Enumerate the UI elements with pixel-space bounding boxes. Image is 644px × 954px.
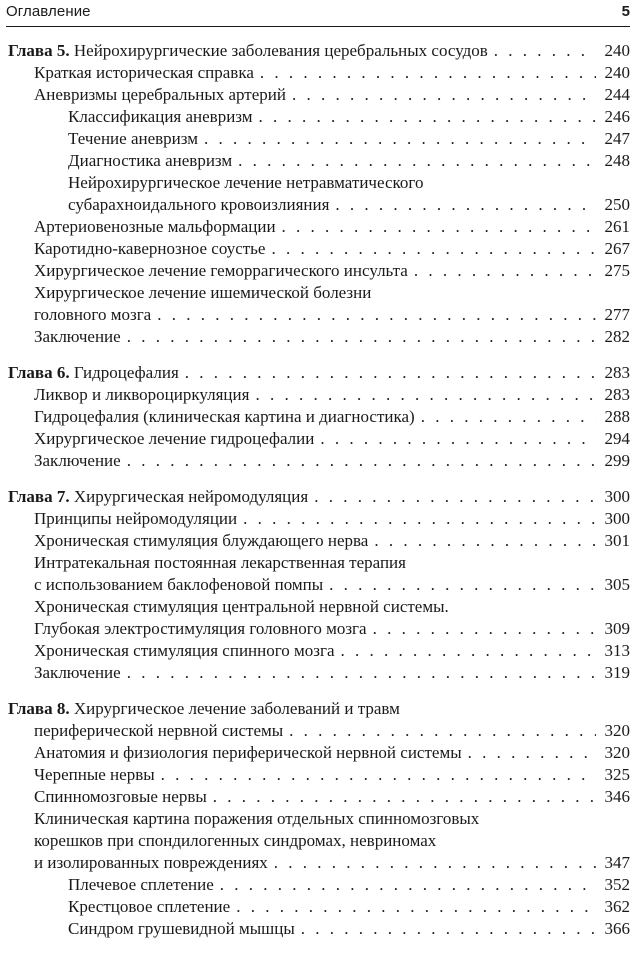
entry-text: Каротидно-кавернозное соустье: [34, 239, 266, 258]
chapter-6: [0, 362, 644, 472]
chapter-5: [0, 40, 644, 348]
entry-text: субарахноидального кровоизлияния: [68, 195, 330, 214]
toc-entry-wrapped: [0, 282, 644, 304]
toc-entry: [0, 260, 644, 282]
entry-page: 246: [604, 107, 630, 126]
toc-entry: [0, 326, 644, 348]
dot-leader: [341, 640, 596, 662]
toc-subentry: [0, 150, 644, 172]
entry-page: 250: [604, 195, 630, 214]
dot-leader: [374, 530, 596, 552]
toc-chapter-heading: [0, 362, 644, 384]
toc-entry-wrapped: [0, 596, 644, 618]
entry-page: 294: [604, 429, 630, 448]
dot-leader: [320, 428, 596, 450]
toc-chapter-heading: [0, 486, 644, 508]
entry-text: Хроническая стимуляция блуждающего нерва: [34, 531, 369, 550]
toc-entry-wrapped: [0, 808, 644, 830]
entry-page: 247: [604, 129, 630, 148]
entry-text: Клиническая картина поражения отдельных спинномозговых: [34, 809, 480, 828]
toc-entry: [0, 530, 644, 552]
entry-page: 300: [604, 487, 630, 506]
toc-entry-continuation: [0, 574, 644, 596]
entry-text: Хирургическое лечение гидроцефалии: [34, 429, 315, 448]
table-of-contents: [0, 40, 644, 954]
dot-leader: [157, 304, 596, 326]
dot-leader: [236, 896, 596, 918]
toc-entry: [0, 238, 644, 260]
entry-page: 346: [604, 787, 630, 806]
toc-entry: [0, 786, 644, 808]
header-title: Оглавление: [6, 3, 91, 20]
page-number: 5: [621, 3, 630, 20]
dot-leader: [494, 40, 596, 62]
entry-text: Хроническая стимуляция центральной нервной системы.: [34, 597, 449, 616]
toc-entry-wrapped: [0, 552, 644, 574]
toc-entry: [0, 384, 644, 406]
toc-subentry: [0, 896, 644, 918]
toc-chapter-heading: [0, 40, 644, 62]
entry-page: 275: [604, 261, 630, 280]
dot-leader: [260, 62, 596, 84]
entry-text: головного мозга: [34, 305, 152, 324]
entry-text: Синдром грушевидной мышцы: [68, 919, 295, 938]
dot-leader: [255, 384, 596, 406]
dot-leader: [243, 508, 596, 530]
entry-text: Крестцовое сплетение: [68, 897, 231, 916]
entry-text: Хроническая стимуляция спинного мозга: [34, 641, 335, 660]
toc-entry: [0, 216, 644, 238]
toc-entry: [0, 640, 644, 662]
toc-subentry: [0, 106, 644, 128]
toc-entry: [0, 662, 644, 684]
entry-text: Принципы нейромодуляции: [34, 509, 238, 528]
toc-entry: [0, 764, 644, 786]
toc-subentry: [0, 874, 644, 896]
entry-text: Глубокая электростимуляция головного мозга: [34, 619, 367, 638]
toc-subentry: [0, 918, 644, 940]
dot-leader: [301, 918, 596, 940]
entry-page: 301: [604, 531, 630, 550]
dot-leader: [127, 450, 596, 472]
dot-leader: [185, 362, 596, 384]
entry-text: и изолированных повреждениях: [34, 853, 268, 872]
toc-entry-continuation: [0, 304, 644, 326]
entry-page: 313: [604, 641, 630, 660]
entry-page: 283: [604, 385, 630, 404]
dot-leader: [289, 720, 596, 742]
dot-leader: [220, 874, 596, 896]
dot-leader: [274, 852, 596, 874]
entry-text: Черепные нервы: [34, 765, 155, 784]
toc-chapter-heading: [0, 698, 644, 720]
entry-text: Краткая историческая справка: [34, 63, 254, 82]
toc-entry-continuation: [0, 618, 644, 640]
entry-page: 362: [604, 897, 630, 916]
entry-text: Течение аневризм: [68, 129, 198, 148]
entry-page: 282: [604, 327, 630, 346]
toc-entry-wrapped: [0, 830, 644, 852]
entry-page: 319: [604, 663, 630, 682]
dot-leader: [161, 764, 596, 786]
entry-text: корешков при спондилогенных синдромах, невриномах: [34, 831, 437, 850]
dot-leader: [238, 150, 596, 172]
entry-text: Анатомия и физиология периферической нервной системы: [34, 743, 462, 762]
entry-text: Хирургическое лечение заболеваний и травм: [73, 699, 400, 718]
dot-leader: [329, 574, 596, 596]
entry-text: Интратекальная постоянная лекарственная терапия: [34, 553, 406, 572]
entry-text: Гидроцефалия (клиническая картина и диагностика): [34, 407, 415, 426]
dot-leader: [127, 326, 596, 348]
entry-page: 320: [604, 743, 630, 762]
entry-page: 299: [604, 451, 630, 470]
toc-entry: [0, 428, 644, 450]
toc-subentry-wrapped: [0, 172, 644, 194]
entry-page: 352: [604, 875, 630, 894]
entry-page: 267: [604, 239, 630, 258]
entry-text: Классификация аневризм: [68, 107, 253, 126]
toc-subentry-continuation: [0, 194, 644, 216]
entry-text: Заключение: [34, 451, 121, 470]
toc-entry: [0, 742, 644, 764]
entry-page: 347: [604, 853, 630, 872]
dot-leader: [414, 260, 596, 282]
chapter-7: [0, 486, 644, 684]
toc-chapter-heading-continuation: [0, 720, 644, 742]
entry-text: Заключение: [34, 663, 121, 682]
entry-text: Аневризмы церебральных артерий: [34, 85, 286, 104]
entry-page: 248: [604, 151, 630, 170]
dot-leader: [259, 106, 596, 128]
entry-page: 244: [604, 85, 630, 104]
chapter-8: [0, 698, 644, 940]
entry-text: с использованием баклофеновой помпы: [34, 575, 324, 594]
chapter-label: Глава 6.: [8, 363, 70, 382]
entry-page: 288: [604, 407, 630, 426]
entry-text: Хирургическое лечение геморрагического инсульта: [34, 261, 408, 280]
entry-text: Хирургическая нейромодуляция: [73, 487, 309, 506]
entry-page: 325: [604, 765, 630, 784]
toc-subentry: [0, 128, 644, 150]
dot-leader: [127, 662, 596, 684]
entry-text: Артериовенозные мальформации: [34, 217, 276, 236]
header-rule: [6, 26, 630, 27]
entry-page: 277: [604, 305, 630, 324]
entry-text: периферической нервной системы: [34, 721, 284, 740]
running-header: [0, 0, 644, 28]
entry-text: Заключение: [34, 327, 121, 346]
entry-text: Диагностика аневризм: [68, 151, 233, 170]
entry-text: Ликвор и ликвороциркуляция: [34, 385, 250, 404]
dot-leader: [314, 486, 596, 508]
dot-leader: [335, 194, 596, 216]
entry-text: Плечевое сплетение: [68, 875, 214, 894]
toc-entry: [0, 84, 644, 106]
entry-text: Спинномозговые нервы: [34, 787, 207, 806]
toc-entry: [0, 508, 644, 530]
entry-page: 305: [604, 575, 630, 594]
dot-leader: [204, 128, 596, 150]
entry-page: 240: [604, 41, 630, 60]
entry-page: 320: [604, 721, 630, 740]
entry-page: 261: [604, 217, 630, 236]
entry-page: 240: [604, 63, 630, 82]
entry-text: Нейрохирургические заболевания церебральных сосудов: [73, 41, 488, 60]
chapter-label: Глава 7.: [8, 487, 70, 506]
dot-leader: [373, 618, 596, 640]
entry-page: 300: [604, 509, 630, 528]
entry-page: 283: [604, 363, 630, 382]
dot-leader: [271, 238, 596, 260]
dot-leader: [292, 84, 596, 106]
chapter-label: Глава 8.: [8, 699, 70, 718]
chapter-label: Глава 5.: [8, 41, 70, 60]
toc-entry: [0, 450, 644, 472]
toc-entry-continuation: [0, 852, 644, 874]
dot-leader: [213, 786, 596, 808]
toc-entry: [0, 62, 644, 84]
dot-leader: [468, 742, 596, 764]
dot-leader: [282, 216, 596, 238]
entry-page: 366: [604, 919, 630, 938]
toc-entry: [0, 406, 644, 428]
entry-text: Гидроцефалия: [73, 363, 179, 382]
dot-leader: [421, 406, 596, 428]
entry-text: Нейрохирургическое лечение нетравматического: [68, 173, 424, 192]
entry-page: 309: [604, 619, 630, 638]
entry-text: Хирургическое лечение ишемической болезни: [34, 283, 372, 302]
